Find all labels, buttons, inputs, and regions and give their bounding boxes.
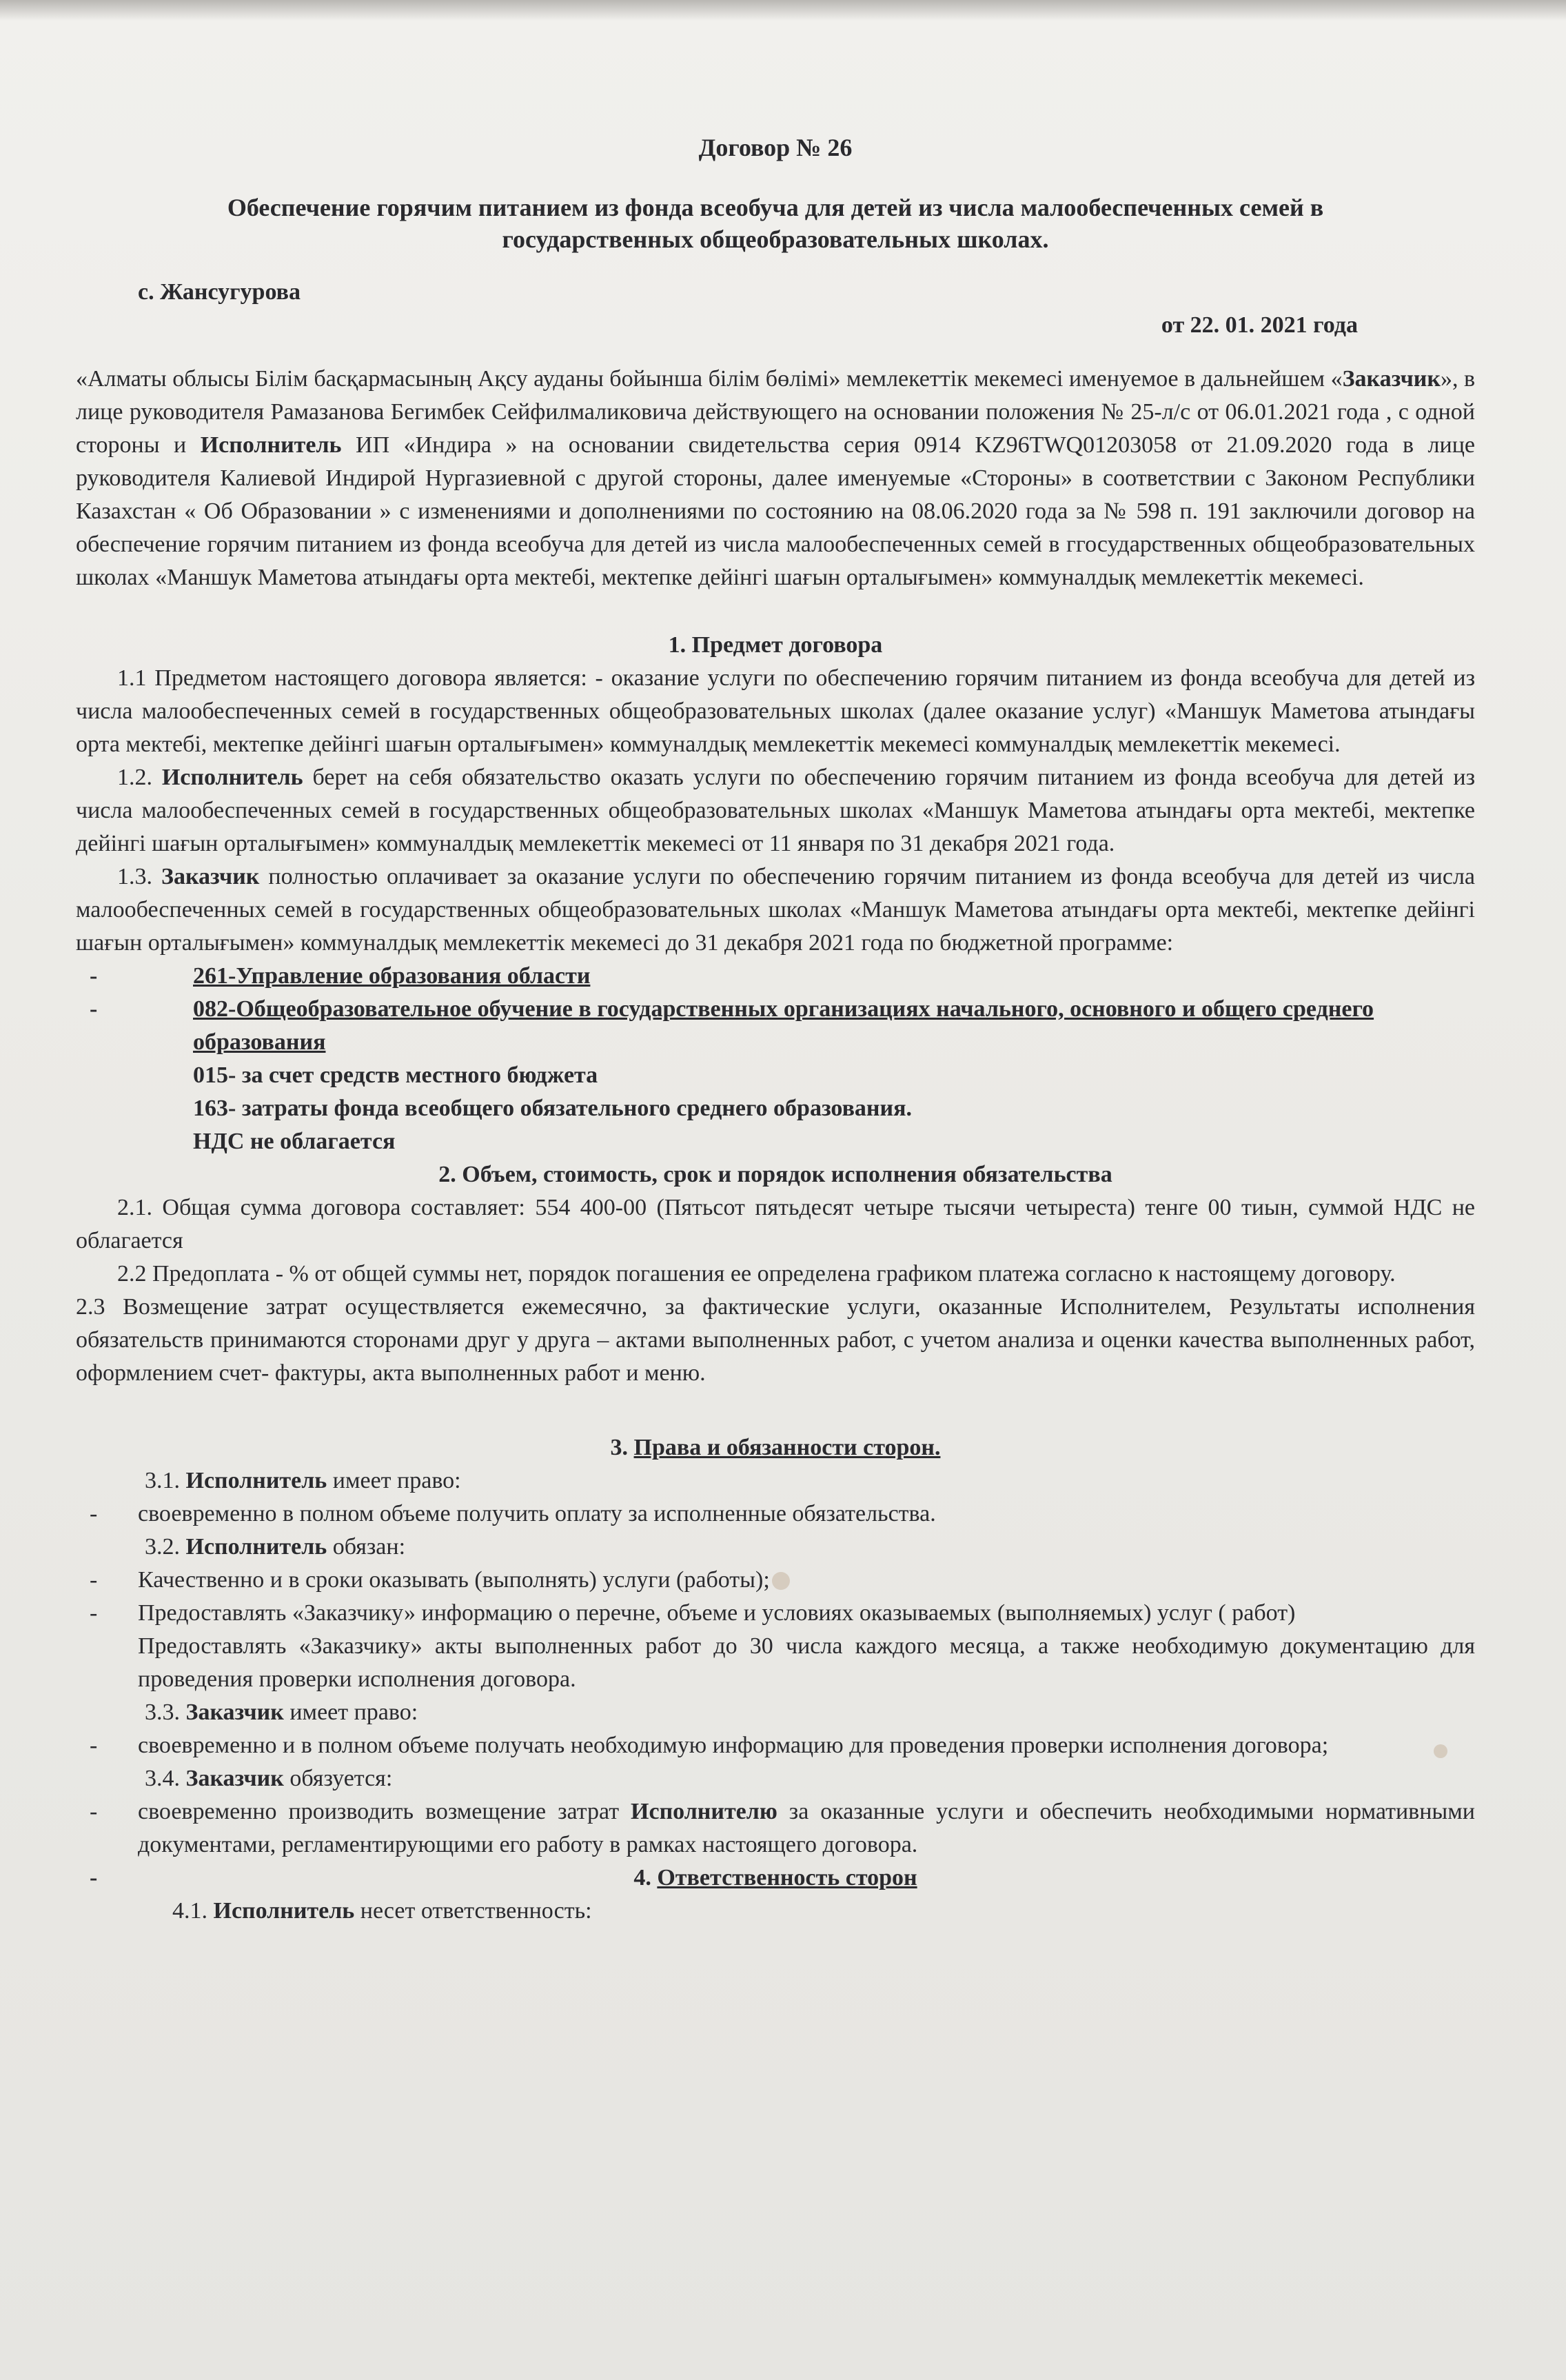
clause-4-1: 4.1. Исполнитель несет ответственность: xyxy=(172,1898,592,1924)
budget-line: НДС не облагается xyxy=(193,1129,396,1154)
page-shadow xyxy=(0,0,1566,21)
clause-2-2: 2.2 Предоплата - % от общей суммы нет, порядок погашения ее определена графиком платежа согласно к настоящему договору. xyxy=(117,1261,1396,1287)
clause-3-4-item: - своевременно производить возмещение затрат Исполнителю за оказанные услуги и обеспечить необходимыми нормативными документами, регламентирующими его работу в рамках настоящего договора. xyxy=(76,1795,1475,1862)
preamble: «Алматы облысы Білім басқармасының Ақсу ауданы бойынша білім бөлімі» мемлекеттік мекемесі именуемое в дальнейшем «Заказчик», в лице руководителя Рамазанова Бегимбек Сейфилмаликовича действующего на основании положения № 25-л/с от 06.01.2021 года , с одной стороны и Исполнитель ИП «Индира » на основании свидетельства серия 0914 KZ96TWQ01203058 от 21.09.2020 года в лице руководителя Калиевой Индирой Нургазиевной с другой стороны, далее именуемые «Стороны» в соответствии с Законом Республики Казахстан « Об Образовании » с изменениями и дополнениями по состоянию на 08.06.2020 года за № 598 п. 191 заключили договор на обеспечение горячим питанием из фонда всеобуча для детей из числа малообеспеченных семей в ггосударственных общеобразовательных школах «Маншук Маметова атындағы орта мектебі, мектепке дейінгі шағын орталығымен» коммуналдық мемлекеттік мекемесі. xyxy=(76,366,1475,590)
contract-page xyxy=(76,103,1475,1928)
section-1-heading: 1. Предмет договора xyxy=(668,632,883,658)
clause-3-3: 3.3. Заказчик имеет право: xyxy=(145,1700,418,1725)
place: с. Жансугурова xyxy=(138,279,301,305)
document-title: Договор № 26 xyxy=(698,134,853,161)
clause-2-1: 2.1. Общая сумма договора составляет: 554 400-00 (Пятьсот пятьдесят четыре тысячи четыреста) тенге 00 тиын, суммой НДС не облагается xyxy=(76,1195,1475,1253)
clause-3-3-item: - своевременно и в полном объеме получать необходимую информацию для проведения проверки исполнения договора; xyxy=(76,1729,1475,1762)
section-3-heading: 3. Права и обязанности сторон. xyxy=(610,1435,941,1460)
clause-3-2-item: - Предоставлять «Заказчику» информацию о перечне, объеме и условиях оказываемых (выполняемых) услуг ( работ) xyxy=(76,1597,1475,1630)
budget-item: - 261-Управление образования области xyxy=(76,960,1475,993)
document-subtitle: Обеспечение горячим питанием из фонда всеобуча для детей из числа малообеспеченных семей в государственных общеобразовательных школах. xyxy=(227,194,1324,253)
clause-3-4: 3.4. Заказчик обязуется: xyxy=(145,1766,393,1791)
section-2-heading: 2. Объем, стоимость, срок и порядок исполнения обязательства xyxy=(438,1162,1112,1187)
budget-line: 163- затраты фонда всеобщего обязательного среднего образования. xyxy=(193,1096,913,1121)
budget-item: - 082-Общеобразовательное обучение в государственных организациях начального, основного и общего среднего образования xyxy=(76,993,1475,1059)
contract-date: от 22. 01. 2021 года xyxy=(1161,312,1358,338)
clause-3-1: 3.1. Исполнитель имеет право: xyxy=(145,1468,461,1493)
clause-1-1: 1.1 Предметом настоящего договора является: - оказание услуги по обеспечению горячим питанием из фонда всеобуча для детей из числа малообеспеченных семей в государственных общеобразовательных школах (далее оказание услуг) «Маншук Маметова атындағы орта мектебі, мектепке дейінгі шағын орталығымен» коммуналдық мемлекеттік мекемесі коммуналдық мемлекеттік мекемесі. xyxy=(76,665,1475,757)
clause-3-2: 3.2. Исполнитель обязан: xyxy=(145,1534,406,1560)
budget-line: 015- за счет средств местного бюджета xyxy=(193,1062,598,1088)
clause-3-2-item: - Качественно и в сроки оказывать (выполнять) услуги (работы); xyxy=(76,1564,1475,1597)
clause-2-3: 2.3 Возмещение затрат осуществляется ежемесячно, за фактические услуги, оказанные Исполнителем, Результаты исполнения обязательств принимаются сторонами друг у друга – актами выполненных работ, с учетом анализа и оценки качества выполненных работ, оформлением счет- фактуры, акта выполненных работ и меню. xyxy=(76,1294,1475,1386)
clause-3-1-item: - своевременно в полном объеме получить оплату за исполненные обязательства. xyxy=(76,1497,1475,1531)
clause-1-2: 1.2. Исполнитель берет на себя обязательство оказать услуги по обеспечению горячим питанием из фонда всеобуча для детей из числа малообеспеченных семей в государственных общеобразовательных школах «Маншук Маметова атындағы орта мектебі, мектепке дейінгі шағын орталығымен» коммуналдық мемлекеттік мекемесі от 11 января по 31 декабря 2021 года. xyxy=(76,765,1476,856)
section-4-heading: - 4. Ответственность сторон xyxy=(76,1862,1475,1895)
budget-list xyxy=(76,960,1475,1059)
clause-1-3: 1.3. Заказчик полностью оплачивает за оказание услуги по обеспечению горячим питанием из фонда всеобуча для детей из числа малообеспеченных семей в государственных общеобразовательных школах «Маншук Маметова атындағы орта мектебі, мектепке дейінгі шағын орталығымен» коммуналдық мемлекеттік мекемесі до 31 декабря 2021 года по бюджетной программе: xyxy=(76,864,1476,956)
clause-3-2-item: Предоставлять «Заказчику» акты выполненных работ до 30 числа каждого месяца, а также необходимую документацию для проведения проверки исполнения договора. xyxy=(138,1633,1475,1692)
